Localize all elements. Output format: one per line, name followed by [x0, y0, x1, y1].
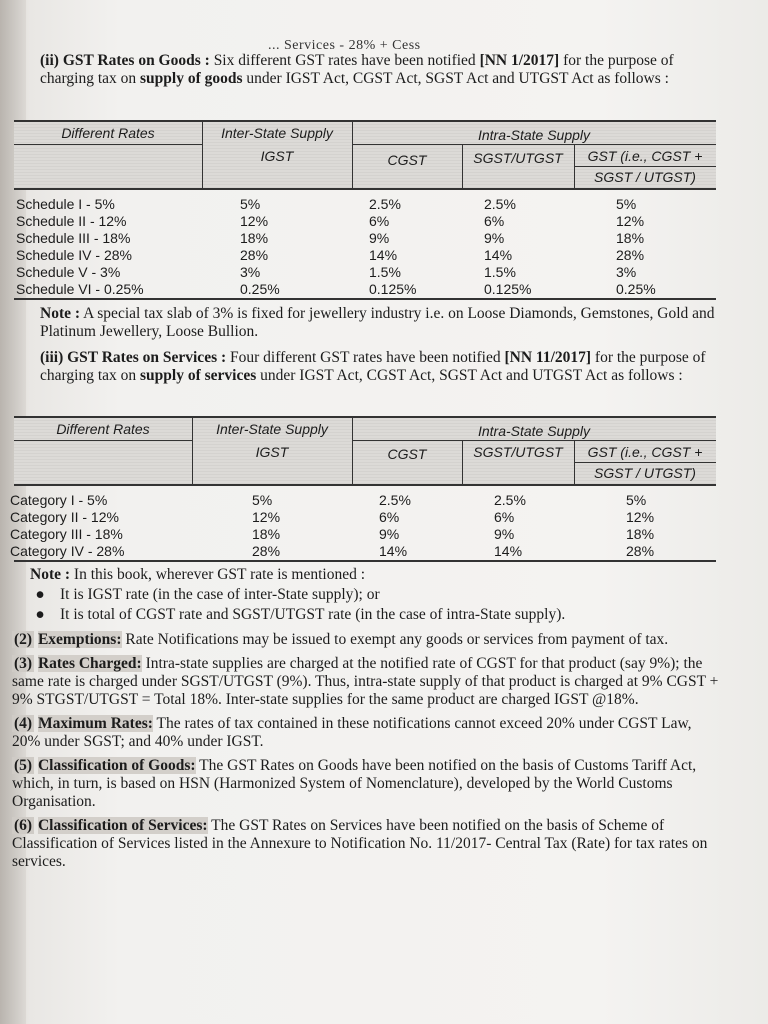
table-cell: 12%	[616, 213, 645, 229]
table-cell: 5%	[616, 196, 637, 212]
point-maximum-rates	[12, 715, 722, 751]
header-cgst: CGST	[387, 446, 427, 462]
header-gst-total-line2: SGST / UTGST)	[594, 169, 696, 185]
header-inter-state-supply: Inter-State Supply	[216, 421, 328, 437]
header-gst-total: GST (i.e., CGST +	[587, 148, 703, 164]
services-intro-text-b: for the purpose of charging tax on	[40, 349, 706, 384]
goods-col-rates	[16, 196, 144, 298]
table-cell: 2.5%	[484, 196, 516, 212]
table-cell: 18%	[616, 230, 645, 246]
header-sgst-utgst: SGST/UTGST	[473, 444, 563, 460]
table-cell: 6%	[494, 509, 515, 525]
point-text: Rate Notifications may be issued to exempt any goods or services from payment of tax.	[125, 631, 669, 648]
point-rates-charged	[12, 655, 722, 709]
table-cell: 0.25%	[240, 281, 280, 297]
point-heading: Maximum Rates:	[37, 715, 153, 732]
services-col-rates	[10, 492, 124, 560]
point-text: The GST Rates on Goods have been notified on the basis of Customs Tariff Act, which, in turn, is based on HSN (Harmonized System of Nomenclature), developed by the World Customs Organisation.	[12, 757, 697, 810]
table-cell: 28%	[252, 543, 281, 559]
table-cell: 18%	[626, 526, 655, 542]
goods-note-text: A special tax slab of 3% is fixed for jewellery industry i.e. on Loose Diamonds, Gemstones, Gold and Platinum Jewellery, Loose Bullion.	[40, 305, 715, 340]
header-gst-total: GST (i.e., CGST +	[587, 444, 703, 460]
table-cell: 18%	[240, 230, 269, 246]
services-col-gst	[626, 492, 654, 560]
table-cell: 9%	[484, 230, 505, 246]
table-cell: 5%	[240, 196, 261, 212]
header-inter-state-supply: Inter-State Supply	[221, 125, 333, 141]
numbered-points	[12, 631, 722, 877]
table-cell: 3%	[616, 264, 637, 280]
table-cell: 2.5%	[494, 492, 526, 508]
point-number: (6)	[14, 817, 33, 834]
book-note	[30, 565, 730, 625]
table-cell: 5%	[252, 492, 273, 508]
cut-off-heading-fragment: ... Services - 28% + Cess	[268, 38, 421, 53]
table-cell: Schedule VI - 0.25%	[16, 281, 144, 297]
goods-section-title: GST Rates on Goods :	[62, 52, 210, 69]
header-different-rates: Different Rates	[56, 421, 150, 437]
point-heading: Classification of Services:	[37, 817, 208, 834]
goods-col-cgst	[369, 196, 416, 298]
table-cell: 1.5%	[484, 264, 516, 280]
goods-rates-table	[14, 120, 716, 300]
table-cell: 9%	[369, 230, 390, 246]
services-col-igst	[252, 492, 280, 560]
table-cell: Category IV - 28%	[10, 543, 125, 559]
point-heading: Exemptions:	[37, 631, 122, 648]
goods-table-header	[14, 122, 716, 190]
goods-intro-text-c: under IGST Act, CGST Act, SGST Act and UTGST Act as follows :	[246, 70, 669, 87]
goods-table-body	[14, 190, 716, 298]
table-cell: 2.5%	[369, 196, 401, 212]
point-classification-services	[12, 817, 722, 871]
table-cell: Category II - 12%	[10, 509, 119, 525]
table-cell: Category III - 18%	[10, 526, 123, 542]
services-intro-text-a: Four different GST rates have been notified	[230, 349, 501, 366]
table-cell: 9%	[379, 526, 400, 542]
table-cell: 28%	[626, 543, 655, 559]
table-cell: 12%	[626, 509, 655, 525]
table-cell: 14%	[494, 543, 523, 559]
goods-section-label: (ii)	[40, 52, 59, 69]
goods-note	[40, 305, 720, 341]
point-number: (4)	[14, 715, 33, 732]
header-intra-state-supply: Intra-State Supply	[477, 423, 591, 439]
services-rates-table	[10, 416, 716, 562]
header-cgst: CGST	[387, 152, 427, 168]
point-text: The rates of tax contained in these notifications cannot exceed 20% under CGST Law, 20% under SGST; and 40% under IGST.	[12, 715, 692, 750]
header-different-rates: Different Rates	[61, 125, 155, 141]
table-cell: Schedule V - 3%	[16, 264, 121, 280]
header-igst: IGST	[260, 148, 294, 164]
point-exemptions	[12, 631, 722, 649]
goods-intro-paragraph	[40, 52, 720, 88]
table-cell: 9%	[494, 526, 515, 542]
bullet-text: It is total of CGST rate and SGST/UTGST rate (in the case of intra-State supply).	[60, 606, 566, 623]
services-intro-text-c: under IGST Act, CGST Act, SGST Act and UTGST Act as follows :	[260, 367, 683, 384]
services-col-sgst	[494, 492, 526, 560]
table-cell: 0.125%	[484, 281, 532, 297]
table-cell: 14%	[369, 247, 398, 263]
list-item	[30, 585, 730, 605]
point-heading: Classification of Goods:	[37, 757, 196, 774]
table-cell: 28%	[240, 247, 269, 263]
table-cell: Schedule II - 12%	[16, 213, 127, 229]
table-cell: 5%	[626, 492, 647, 508]
table-cell: 1.5%	[369, 264, 401, 280]
table-cell: 28%	[616, 247, 645, 263]
services-table-header	[14, 418, 716, 486]
services-intro-paragraph	[40, 349, 720, 385]
table-cell: 0.25%	[616, 281, 656, 297]
goods-col-sgst	[484, 196, 531, 298]
list-item	[30, 605, 730, 625]
goods-col-igst	[240, 196, 280, 298]
table-cell: Schedule III - 18%	[16, 230, 131, 246]
table-cell: 18%	[252, 526, 281, 542]
services-notification-ref: [NN 11/2017]	[504, 349, 592, 366]
table-cell: 14%	[379, 543, 408, 559]
services-table-body	[10, 486, 716, 560]
table-cell: 6%	[484, 213, 505, 229]
book-note-label: Note :	[30, 566, 71, 583]
book-note-text: In this book, wherever GST rate is mentioned :	[73, 566, 366, 583]
header-intra-state-supply: Intra-State Supply	[477, 127, 591, 143]
point-text: The GST Rates on Services have been notified on the basis of Scheme of Classification of Services listed in the Annexure to Notification No. 11/2017- Central Tax (Rate) for tax rates on services.	[12, 817, 708, 870]
point-heading: Rates Charged:	[37, 655, 142, 672]
point-classification-goods	[12, 757, 722, 811]
services-section-label: (iii)	[40, 349, 64, 366]
services-col-cgst	[379, 492, 411, 560]
bullet-icon: ●	[35, 606, 45, 623]
book-note-heading	[30, 565, 730, 585]
table-cell: Schedule IV - 28%	[16, 247, 132, 263]
goods-intro-text-b: for the purpose of charging tax on	[40, 52, 674, 87]
point-text: Intra-state supplies are charged at the notified rate of CGST for that product (say 9%); the same rate is charged under SGST/UTGST (9%). Thus, intra-state supply of that product is charged at 9% CGST + 9% STGST/UTGST = Total 18%. Inter-state supplies for the same product are charged IGST @18%.	[12, 655, 719, 708]
services-intro-bold: supply of services	[140, 367, 257, 384]
table-cell: 3%	[240, 264, 261, 280]
bullet-text: It is IGST rate (in the case of inter-State supply); or	[60, 586, 380, 603]
table-cell: Category I - 5%	[10, 492, 108, 508]
table-cell: 0.125%	[369, 281, 417, 297]
goods-intro-bold: supply of goods	[140, 70, 243, 87]
point-number: (2)	[14, 631, 33, 648]
table-cell: 12%	[252, 509, 281, 525]
goods-notification-ref: [NN 1/2017]	[479, 52, 560, 69]
goods-intro-text-a: Six different GST rates have been notified	[213, 52, 476, 69]
table-cell: Schedule I - 5%	[16, 196, 115, 212]
services-section-title: GST Rates on Services :	[67, 349, 227, 366]
goods-col-gst	[616, 196, 656, 298]
header-igst: IGST	[255, 444, 289, 460]
table-cell: 14%	[484, 247, 513, 263]
header-gst-total-line2: SGST / UTGST)	[594, 465, 696, 481]
point-number: (5)	[14, 757, 33, 774]
header-sgst-utgst: SGST/UTGST	[473, 150, 563, 166]
table-cell: 2.5%	[379, 492, 411, 508]
table-cell: 12%	[240, 213, 269, 229]
table-cell: 6%	[369, 213, 390, 229]
table-cell: 6%	[379, 509, 400, 525]
point-number: (3)	[14, 655, 33, 672]
goods-note-label: Note :	[40, 305, 81, 322]
bullet-icon: ●	[35, 586, 45, 603]
